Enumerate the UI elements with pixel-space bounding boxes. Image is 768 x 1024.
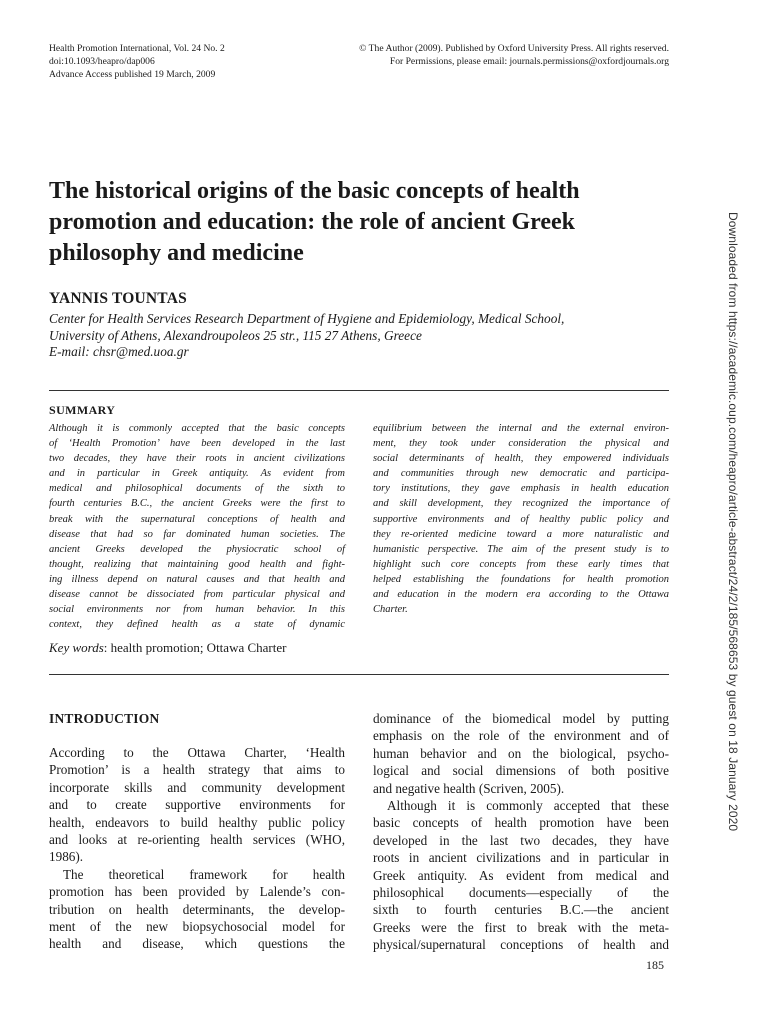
- body-line: and to create supportive environments for: [49, 797, 345, 813]
- summary-line: and in particular in Greek antiquity. As evident from: [49, 468, 345, 480]
- summary-line: humanistic perspective. The aim of the present study is to: [373, 543, 669, 555]
- summary-line: and skill development, they recognized the importance of: [373, 498, 669, 510]
- body-line: roots in ancient civilizations and in particular in: [373, 850, 669, 866]
- body-line: emphasis on the role of the environment and of: [373, 728, 669, 744]
- summary-line: highlight such core concepts from these early times that: [373, 558, 669, 570]
- body-line: incorporate skills and community development: [49, 779, 345, 795]
- page-number: 185: [646, 958, 664, 972]
- body-line: and looks at re-orienting health services (WHO,: [49, 831, 345, 847]
- summary-line: social environments nor from human behavior. In this: [49, 604, 345, 616]
- journal-citation: Health Promotion International, Vol. 24 No. 2: [49, 43, 225, 54]
- keywords-label: Key words: [49, 640, 104, 655]
- summary-line: fourth centuries B.C., the ancient Greeks were the first to: [49, 498, 345, 510]
- summary-line: equilibrium between the internal and the external environ-: [373, 423, 669, 434]
- introduction-heading: INTRODUCTION: [49, 711, 160, 726]
- summary-line: two decades, they have their roots in ancient civilizations: [49, 453, 345, 465]
- body-line: Greeks were the first to break with the meta-: [373, 919, 669, 935]
- affiliation-line: University of Athens, Alexandroupoleos 25 str., 115 27 Athens, Greece: [49, 327, 422, 343]
- summary-line: ancient Greeks developed the physiocratic school of: [49, 543, 345, 555]
- body-line: tribution on health determinants, the develop-: [49, 901, 345, 917]
- body-line: Although it is commonly accepted that these: [387, 797, 669, 813]
- body-line: philosophical documents—especially of the: [373, 884, 669, 900]
- author-name: YANNIS TOUNTAS: [49, 290, 187, 307]
- body-line: logical and social dimensions of both positive: [373, 763, 669, 779]
- body-line: promotion has been provided by Lalende’s con-: [49, 884, 345, 900]
- summary-line: disease cannot be dissociated from particular physical and: [49, 589, 345, 601]
- summary-line: helped establishing the foundations for health promotion: [373, 573, 669, 585]
- keywords: [49, 640, 286, 656]
- affiliation-line: Center for Health Services Research Department of Hygiene and Epidemiology, Medical School,: [49, 311, 565, 326]
- body-line: ment of the new biopsychosocial model for: [49, 918, 345, 934]
- copyright-header: [359, 42, 669, 68]
- summary-line: and communities through new democratic and participa-: [373, 468, 669, 480]
- keywords-text: : health promotion; Ottawa Charter: [103, 640, 287, 655]
- title-line: The historical origins of the basic concepts of health: [49, 178, 580, 204]
- summary-line: Although it is commonly accepted that the basic concepts: [49, 423, 345, 434]
- body-line: and negative health (Scriven, 2005).: [373, 780, 565, 796]
- body-column-left: [49, 744, 345, 953]
- body-line: basic concepts of health promotion have been: [373, 815, 669, 831]
- summary-line: tory institutions, they gave emphasis in health education: [373, 483, 669, 495]
- summary-line: ment, they took under consideration the physical and: [373, 438, 669, 450]
- email-line: E-mail: chsr@med.uoa.gr: [49, 344, 189, 359]
- article-title: [49, 176, 669, 269]
- title-line: philosophy and medicine: [49, 240, 304, 266]
- summary-column-left: [49, 421, 345, 632]
- summary-line: and education in the modern era according to the Ottawa: [373, 589, 669, 601]
- body-line: dominance of the biomedical model by putting: [373, 711, 669, 726]
- divider-bottom: [49, 674, 669, 675]
- download-watermark: Downloaded from https://academic.oup.com/heapro/article-abstract/24/2/185/568653 by guest on 18 January 2020: [726, 212, 740, 832]
- body-line: health and disease, which questions the: [49, 936, 345, 952]
- summary-line: supportive environments and of healthy public policy and: [373, 513, 669, 525]
- body-column-right: [373, 710, 669, 953]
- summary-column-right: [373, 421, 669, 617]
- journal-header: [49, 42, 225, 81]
- summary-line: medical and philosophical documents of the sixth to: [49, 483, 345, 495]
- title-line: promotion and education: the role of ancient Greek: [49, 209, 575, 235]
- body-line: sixth to fourth centuries B.C.—the ancient: [373, 902, 669, 918]
- body-line: health, endeavors to build healthy public policy: [49, 814, 345, 830]
- body-line: Greek antiquity. As evident from medical and: [373, 867, 669, 883]
- summary-line: disease that had so far dominated human societies. The: [49, 528, 345, 540]
- summary-line: of ‘Health Promotion’ have been developed in the last: [49, 438, 345, 450]
- summary-line: social determinants of health, they empowered individuals: [373, 453, 669, 465]
- summary-heading: SUMMARY: [49, 403, 116, 417]
- summary-line: Charter.: [373, 604, 408, 616]
- body-line: Promotion’ is a health strategy that aims to: [49, 762, 345, 778]
- summary-line: break with the supernatural conceptions of health and: [49, 513, 345, 525]
- body-line: The theoretical framework for health: [63, 866, 345, 882]
- doi: doi:10.1093/heapro/dap006: [49, 56, 155, 67]
- advance-access-date: Advance Access published 19 March, 2009: [49, 69, 216, 80]
- summary-line: ing illness depend on natural causes and that health and: [49, 573, 345, 585]
- summary-line: they re-oriented medicine toward a more naturalistic and: [373, 528, 669, 540]
- body-line: human behavior and on the biological, psycho-: [373, 745, 669, 761]
- author-affiliation: [49, 311, 564, 361]
- body-line: developed in the last two decades, they have: [373, 832, 669, 848]
- body-line: According to the Ottawa Charter, ‘Health: [49, 745, 345, 760]
- summary-line: context, they defined health as a state of dynamic: [49, 619, 345, 631]
- divider-top: [49, 390, 669, 391]
- body-line: physical/supernatural conceptions of health and: [373, 937, 669, 953]
- copyright-line: © The Author (2009). Published by Oxford University Press. All rights reserved.: [359, 43, 669, 54]
- permissions-line: For Permissions, please email: journals.permissions@oxfordjournals.org: [389, 56, 669, 67]
- summary-line: thought, realizing that maintaining good health and fight-: [49, 558, 345, 570]
- body-line: 1986).: [49, 849, 84, 865]
